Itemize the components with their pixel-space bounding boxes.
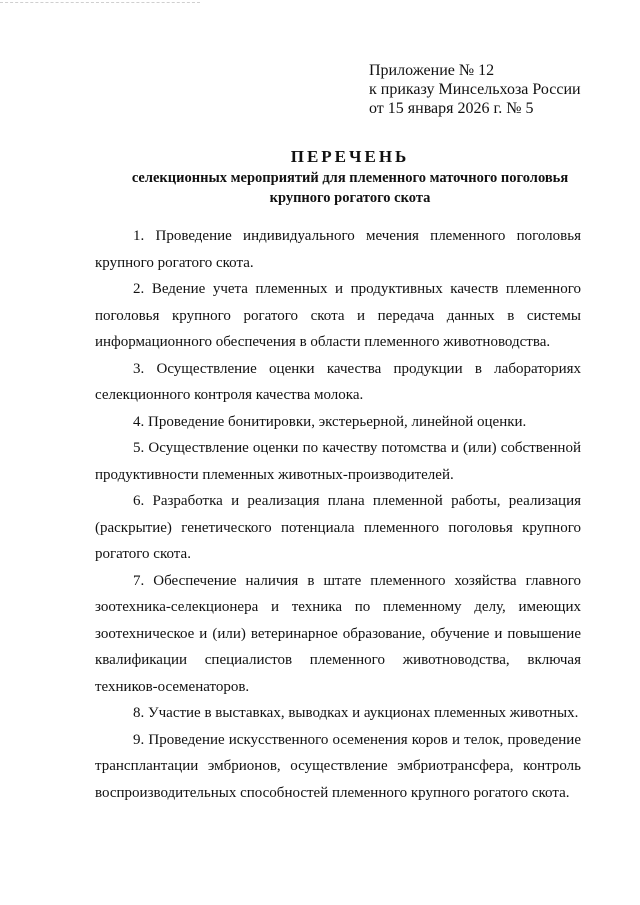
list-item: 4. Проведение бонитировки, экстерьерной, линейной оценки. (133, 413, 527, 430)
list-item: 5. Осуществление оценки по качеству потомства и (или) собственной продуктивности племенных животных-производителей. (95, 440, 581, 483)
list-item: 2. Ведение учета племенных и продуктивных качеств племенного поголовья крупного рогатого скота и передача данных в системы информационного обеспечения в области племенного животноводства. (95, 281, 581, 350)
document-heading (60, 146, 640, 208)
measures-list (95, 223, 581, 806)
appendix-order-ref: к приказу Минсельхоза России (369, 81, 581, 98)
list-item: 1. Проведение индивидуального мечения племенного поголовья крупного рогатого скота. (95, 228, 581, 271)
list-item: 6. Разработка и реализация плана племенной работы, реализация (раскрытие) генетического потенциала племенного поголовья крупного рогатого скота. (95, 493, 581, 562)
appendix-order-date: от 15 января 2026 г. № 5 (369, 100, 534, 117)
scan-artifact-line (0, 2, 200, 3)
appendix-block (369, 61, 629, 118)
document-subtitle-line-1: селекционных мероприятий для племенного маточного поголовья (131, 170, 569, 186)
list-item: 7. Обеспечение наличия в штате племенного хозяйства главного зоотехника-селекционера и техника по племенному делу, имеющих зоотехническое и (или) ветеринарное образование, обучение и повышение квалификации специалистов племенного животноводства, включая техников-осеменаторов. (95, 572, 581, 695)
appendix-number: Приложение № 12 (369, 62, 495, 79)
list-item: 3. Осуществление оценки качества продукции в лабораториях селекционного контроля качества молока. (95, 360, 581, 403)
document-title: ПЕРЕЧЕНЬ (290, 147, 410, 166)
document-subtitle-line-2: крупного рогатого скота (269, 190, 431, 206)
list-item: 8. Участие в выставках, выводках и аукционах племенных животных. (133, 705, 579, 721)
list-item: 9. Проведение искусственного осеменения коров и телок, проведение трансплантации эмбрионов, осуществление эмбриотрансфера, контроль воспроизводительных способностей племенного крупного рогатого скота. (95, 731, 581, 801)
